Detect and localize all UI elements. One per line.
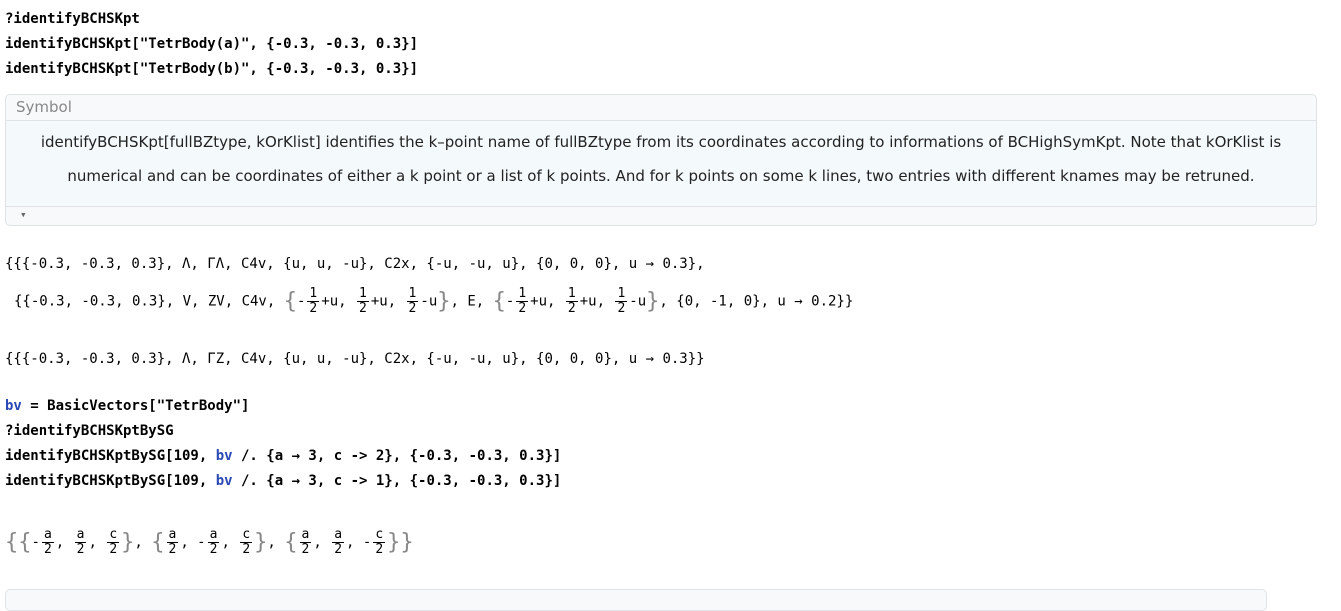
input-line-tetrbody-a[interactable]: identifyBCHSKpt["TetrBody(a)", {-0.3, -0.3, 0.3}] [5, 36, 419, 52]
input-line-tetrbody-b[interactable]: identifyBCHSKpt["TetrBody(b)", {-0.3, -0.3, 0.3}] [5, 61, 419, 77]
input-query-identifyBCHSKptBySG[interactable]: ?identifyBCHSKptBySG [5, 423, 174, 439]
output-row-1: {{{-0.3, -0.3, 0.3}, Λ, ΓΛ, C4v, {u, u, -u}, C2x, {-u, -u, u}, {0, 0, 0}, u → 0.3}, [5, 256, 705, 272]
fraction: $\frac{1}{2}$ [358, 286, 367, 316]
output-row-2: {{-0.3, -0.3, 0.3}, V, ZV, C4v, {- $\frac{1}{2}$ +u, $\frac{1}{2}$ +u, $\frac{1}{2}$ -u}, E, {- $\frac{1}{2}$ +u, $\frac{1}{2}$ +u, $\frac{1}{2}$ -u}, {0, -1, 0}, u → 0.2}} [14, 286, 854, 316]
output-basic-vectors: {{- $\frac{a}{2}$ , $\frac{a}{2}$ , $\frac{c}{2}$ }, { $\frac{a}{2}$ , - $\frac{a}{2}$ , $\frac{c}{2}$ }, { $\frac{a}{2}$ , $\frac{a}{2}$ , - $\frac{c}{2}$ }} [5, 527, 414, 557]
output-row-2-suffix: , {0, -1, 0}, u → 0.2}} [659, 293, 854, 310]
input-query-identifyBCHSKpt[interactable]: ?identifyBCHSKpt [5, 11, 140, 27]
fraction: $\frac{1}{2}$ [309, 286, 318, 316]
symbol-info-box [5, 94, 1317, 226]
output-row-2-mid: , E, [450, 293, 485, 310]
next-symbol-box [5, 589, 1267, 611]
vector-open-brace: { [283, 289, 297, 314]
output-row-3: {{{-0.3, -0.3, 0.3}, Λ, ΓZ, C4v, {u, u, -u}, C2x, {-u, -u, u}, {0, 0, 0}, u → 0.3}} [5, 351, 705, 367]
input-sg-line-2[interactable]: identifyBCHSKptBySG[109, bv /. {a → 3, c -> 1}, {-0.3, -0.3, 0.3}] [5, 473, 562, 489]
symbol-header: Symbol [6, 95, 1316, 121]
input-bv-assign[interactable]: bv = BasicVectors["TetrBody"] [5, 398, 250, 414]
symbol-footer[interactable] [6, 206, 1316, 225]
output-row-2-prefix: {{-0.3, -0.3, 0.3}, V, ZV, C4v, [14, 293, 276, 310]
input-sg-line-1[interactable]: identifyBCHSKptBySG[109, bv /. {a → 3, c -> 2}, {-0.3, -0.3, 0.3}] [5, 448, 562, 464]
chevron-down-icon[interactable]: ▾ [20, 208, 27, 221]
symbol-description: identifyBCHSKpt[fullBZtype, kOrKlist] identifies the k–point name of fullBZtype from its coordinates according to informations of BCHighSymKpt. Note that kOrKlist is numerical and can be coordinates of either a k point or a list of k points. And for k points on some k lines, two entries with different knames may be retruned. [40, 133, 1282, 185]
fraction: $\frac{1}{2}$ [408, 286, 417, 316]
